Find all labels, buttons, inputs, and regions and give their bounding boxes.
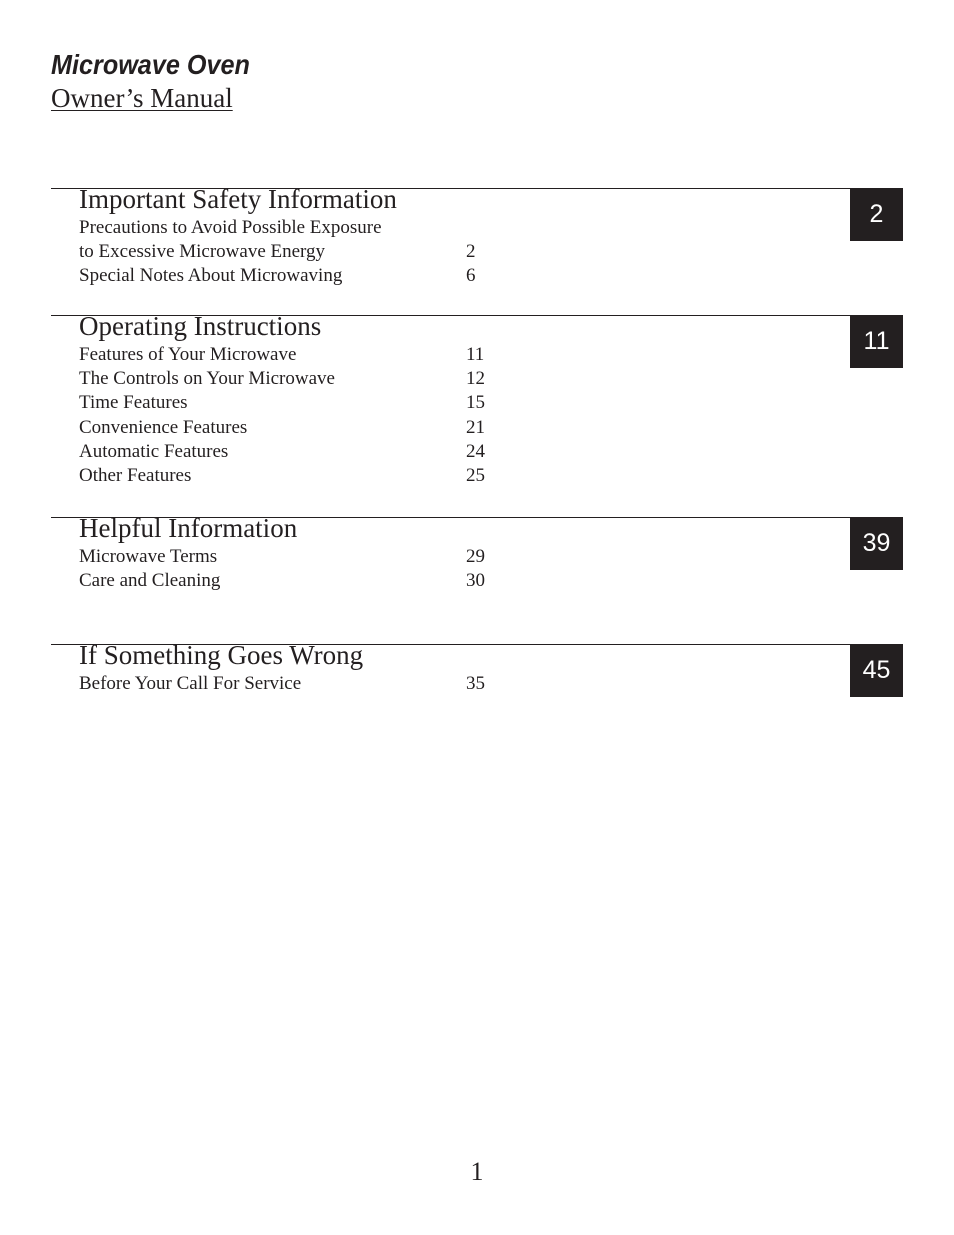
section-tab[interactable]: 11 [850, 315, 903, 368]
toc-entry-page: 35 [466, 673, 485, 694]
toc-entry-page: 11 [466, 344, 485, 365]
section-heading: Important Safety Information [79, 184, 397, 214]
toc-entry-label: Precautions to Avoid Possible Exposure [79, 217, 382, 238]
toc-entry[interactable] [79, 545, 509, 569]
page-number: 1 [470, 1157, 484, 1186]
toc-entry-page: 25 [466, 464, 485, 486]
toc-entries [79, 545, 509, 593]
toc-entry[interactable] [79, 391, 509, 415]
section-heading: Helpful Information [79, 513, 298, 543]
toc-entries [79, 672, 509, 696]
section-heading: If Something Goes Wrong [79, 640, 364, 670]
toc-entry-label: Special Notes About Microwaving [79, 265, 343, 287]
toc-entry[interactable] [79, 416, 509, 440]
toc-entry-label: Care and Cleaning [79, 570, 221, 592]
toc-entry-label: to Excessive Microwave Energy [79, 241, 326, 263]
toc-entry[interactable] [79, 440, 509, 464]
toc-entry[interactable] [79, 672, 509, 696]
toc-entry-label: Other Features [79, 464, 192, 486]
toc-entries [79, 216, 509, 289]
toc-entry-page: 6 [466, 265, 476, 287]
toc-entry-page: 12 [466, 368, 485, 390]
toc-entry-label: Features of Your Microwave [79, 344, 297, 365]
toc-entry[interactable] [79, 264, 509, 288]
toc-entry-label: The Controls on Your Microwave [79, 368, 335, 390]
toc-entry[interactable] [79, 343, 509, 367]
toc-entry-label: Automatic Features [79, 440, 229, 462]
toc-entry-page: 15 [466, 392, 485, 414]
document-title: Microwave Oven [51, 49, 250, 80]
toc-entry[interactable] [79, 464, 509, 488]
title-block [51, 48, 272, 114]
section-heading: Operating Instructions [79, 311, 322, 341]
section-tab[interactable]: 39 [850, 517, 903, 570]
section-tab[interactable]: 45 [850, 644, 903, 697]
toc-entry-label: Time Features [79, 392, 188, 414]
toc-entry[interactable] [79, 216, 509, 240]
toc-entry-page: 24 [466, 440, 485, 462]
toc-entry-label: Convenience Features [79, 416, 248, 438]
toc-entries [79, 343, 509, 488]
toc-entry-page: 29 [466, 546, 485, 567]
toc-entry-page: 21 [466, 416, 485, 438]
toc-entry[interactable] [79, 367, 509, 391]
section-tab[interactable]: 2 [850, 188, 903, 241]
toc-entry-label: Microwave Terms [79, 546, 218, 567]
toc-entry-label: Before Your Call For Service [79, 673, 302, 694]
toc-entry-page: 2 [466, 241, 476, 263]
document-subtitle: Owner’s Manual [51, 83, 233, 113]
toc-entry[interactable] [79, 569, 509, 593]
toc-entry-page: 30 [466, 570, 485, 592]
toc-entry[interactable] [79, 240, 509, 264]
